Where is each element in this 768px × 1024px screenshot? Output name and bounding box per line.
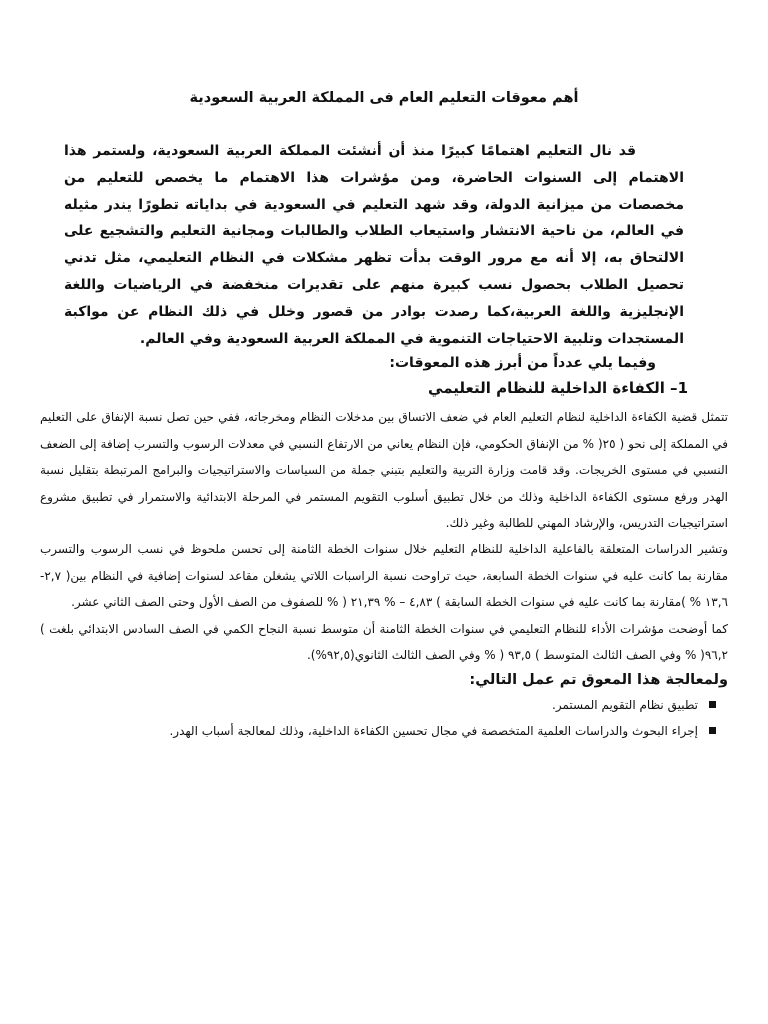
square-bullet-icon [709, 727, 716, 734]
obstacles-lead: وفيما يلي عدداً من أبرز هذه المعوقات: [389, 355, 656, 372]
remedies-list [40, 692, 728, 744]
section-internal-efficiency-heading: 1– الكفاءة الداخلية للنظام التعليمي [428, 379, 688, 398]
square-bullet-icon [709, 701, 716, 708]
remedies-heading: ولمعالجة هذا المعوق تم عمل التالي: [469, 672, 728, 689]
failure-dropout-paragraph: وتشير الدراسات المتعلقة بالفاعلية الداخلية للنظام التعليم خلال سنوات الخطة الثامنة إلى تحسن ملحوظ في نسب الرسوب والتسرب مقارنة بما كانت عليه في سنوات الخطة السابعة، حيث تراوحت نسبة الراسبات اللاتي يشغلن مقاعد لسنوات إضافية في النظام بين( ٢,٧- ١٣,٦ % )مقارنة بما كانت عليه في سنوات الخطة السابقة ) ٤,٨٣ – % ٢١,٣٩ ( % للصفوف من الصف الأول وحتى الصف الثاني عشر. [40, 542, 728, 610]
intro-paragraph: قد نال التعليم اهتمامًا كبيرًا منذ أن أنشئت المملكة العربية السعودية، ولستمر هذا الاهتمام إلى السنوات الحاضرة، ومن مؤشرات هذا الاهتمام ما يخصص للتعليم من مخصصات من ميزانية الدولة، وقد شهد التعليم في السعودية في بداياته تطورًا يندر مثيله في العالم، من ناحية الانتشار واستيعاب الطلاب والطالبات ومجانية التعليم والتشجيع على الالتحاق به، إلا أنه مع مرور الوقت بدأت تظهر مشكلات في النظام التعليمي، مثل تدني تحصيل الطلاب بحصول نسب كبيرة منهم على تقديرات منخفضة في الرياضيات واللغة الإنجليزية واللغة العربية،كما رصدت بوادر من قصور وخلل في ذلك النظام عن مواكبة المستجدات وتلبية الاحتياجات التنموية في المملكة العربية السعودية وفي العالم. [64, 143, 684, 347]
list-item [40, 718, 728, 744]
list-item-text: تطبيق نظام التقويم المستمر. [552, 698, 698, 713]
performance-indicators-paragraph: كما أوضحت مؤشرات الأداء للنظام التعليمي في سنوات الخطة الثامنة أن متوسط نسبة النجاح الكمي في الصف السادس الابتدائي بلغت ) ٩٦,٢( % وفي الصف الثالث المتوسط ) ٩٣,٥ ( % وفي الصف الثالث الثانوي(٩٢,٥%). [40, 621, 728, 663]
list-item [40, 692, 728, 718]
document-title: أهم معوقات التعليم العام فى المملكة العربية السعودية [189, 90, 579, 106]
list-item-text: إجراء البحوث والدراسات العلمية المتخصصة في مجال تحسين الكفاءة الداخلية، وذلك لمعالجة أسباب الهدر. [169, 724, 698, 739]
internal-efficiency-paragraph: تتمثل قضية الكفاءة الداخلية لنظام التعليم العام في ضعف الاتساق بين مدخلات النظام ومخرجاته، ففي حين تصل نسبة الإنفاق على التعليم في المملكة إلى نحو ( ٢٥( % من الإنفاق الحكومي، فإن النظام يعاني من الارتفاع النسبي في معدلات الرسوب والتسرب إضافة إلى الضعف النسبي في مستوى الخريجات. وقد قامت وزارة التربية والتعليم بتبني جملة من السياسات والاستراتيجيات والبرامج المرتبطة بتقليل نسبة الهدر ورفع مستوى الكفاءة الداخلية وذلك من خلال تطبيق أسلوب التقويم المستمر في المرحلة الابتدائية والاستمرار في تطبيق مشروع استراتيجيات التدريس، والإرشاد المهني للطالبة وغير ذلك. [40, 410, 728, 530]
